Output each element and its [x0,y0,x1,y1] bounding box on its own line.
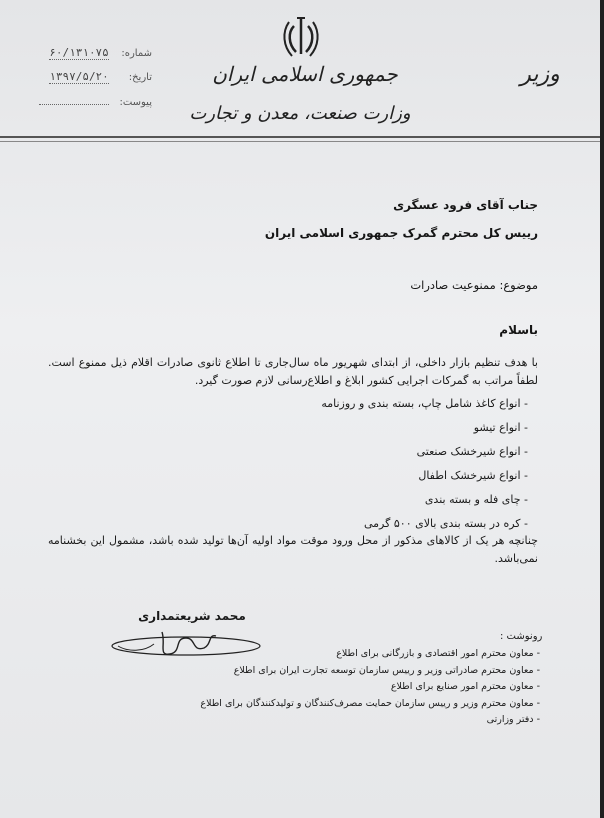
attachment-label: پیوست: [119,97,152,108]
ministry-heading: وزارت صنعت، معدن و تجارت [189,103,411,124]
subject-line: موضوع: ممنوعیت صادرات [410,278,538,292]
minister-title: وزیر [520,62,560,87]
cc-heading: رونوشت : [500,631,543,642]
letter-attachment [12,97,152,108]
header-divider [0,136,600,138]
signer-name: محمد شریعتمداری [138,609,246,623]
scan-edge [600,0,604,818]
list-item: - چای فله و بسته بندی [108,488,528,512]
list-item: - معاون محترم صادراتی وزیر و رییس سازمان توسعه تجارت ایران برای اطلاع [70,663,540,680]
header-divider-thin [0,141,600,142]
date-label: تاریخ: [128,72,152,83]
list-item: - انواع تیشو [108,416,528,440]
closing-paragraph: چنانچه هر یک از کالاهای مذکور از محل ورود موقت مواد اولیه آن‌ها تولید شده باشد، مشمول این بخشنامه نمی‌باشد. [48,534,538,565]
republic-heading: جمهوری اسلامی ایران [212,62,398,86]
list-item: - کره در بسته بندی بالای ۵۰۰ گرمی [108,512,528,536]
greeting: باسلام [499,323,538,337]
recipient-title: رییس کل محترم گمرک جمهوری اسلامی ایران [264,226,538,240]
list-item: - معاون محترم امور صنایع برای اطلاع [70,679,540,696]
letter-date [12,70,152,83]
list-item: - انواع کاغذ شامل چاپ، بسته بندی و روزنامه [108,392,528,416]
intro-paragraph: با هدف تنظیم بازار داخلی، از ابتدای شهریور ماه سال‌جاری تا اطلاع ثانوی صادرات اقلام ذیل ممنوع است. لطفاً مراتب به گمرکات اجرایی کشور ابلاغ و اطلاع‌رسانی لازم صورت گیرد. [48,356,538,387]
list-item: - انواع شیرخشک اطفال [108,464,528,488]
date-value: ۱۳۹۷/۵/۲۰ [49,70,109,83]
list-item: - انواع شیرخشک صنعتی [108,440,528,464]
list-item: - معاون محترم امور اقتصادی و بازرگانی برای اطلاع [70,646,540,663]
banned-items-list [108,392,528,536]
list-item: - دفتر وزارتی [70,712,540,729]
letter-number [12,46,152,59]
number-label: شماره: [121,48,152,59]
recipient-name: جناب آقای فرود عسگری [393,198,538,212]
cc-list [70,646,540,729]
iran-emblem-icon [280,14,322,60]
number-value: ۶۰/۱۳۱۰۷۵ [49,46,109,59]
list-item: - معاون محترم وزیر و رییس سازمان حمایت مصرف‌کنندگان و تولیدکنندگان برای اطلاع [70,696,540,713]
